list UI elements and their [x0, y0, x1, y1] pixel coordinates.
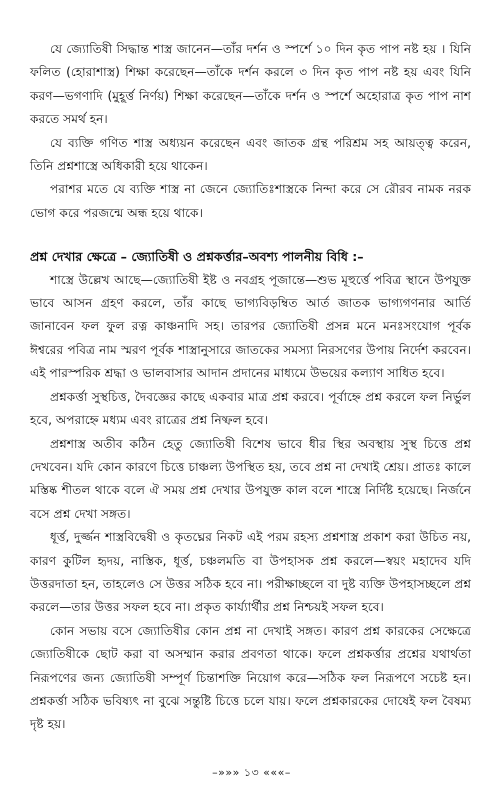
- paragraph-parashar: পরাশর মতে যে ব্যক্তি শাস্ত্র না জেনে জ্যোতিঃশাস্ত্রকে নিন্দা করে সে রৌরব নামক নরক ভোগ করে পরজন্মে অন্ধ হয়ে থাকে।: [30, 182, 471, 220]
- paragraph-sabha: কোন সভায় বসে জ্যোতিষীর কোন প্রশ্ন না দেখাই সঙ্গত। কারণ প্রশ্ন কারকের সেক্ষেত্রে জ্যোতিষীকে ছোট করা বা অসম্মান করার প্রবণতা থাকে। ফলে প্রশ্নকর্ত্তার প্রশ্নের যথার্থতা নিরূপণের জন্য জ্যোতিষী সম্পূর্ণ চিন্তাশক্তি নিয়োগ করে—সঠিক ফল নিরূপণে সচেষ্ট হন। প্রশ্নকর্ত্তা সঠিক ভবিষ্যৎ না বুঝে সন্তুষ্টি চিত্তে চলে যায়। ফলে প্রশ্নকারকের দোষেই ফল বৈষম্য দৃষ্ট হয়।: [30, 623, 471, 732]
- paragraph-dhurta: ধূর্ত্ত, দুর্জ্জন শাস্ত্রবিদ্বেষী ও কৃতঘ্নের নিকট এই পরম রহস্য প্রশ্নশাস্ত্র প্রকাশ করা উচিত নয়, কারণ কুটিল হৃদয়, নাস্তিক, ধূর্ত্ত, চঞ্চলমতি বা উপহাসক প্রশ্ন করলে—স্বয়ং মহাদেব যদি উত্তরদাতা হন, তাহলেও সে উত্তর সঠিক হবে না। পরীক্ষাচ্ছলে বা দুষ্ট ব্যক্তি উপহাসচ্ছলে প্রশ্ন করলে—তার উত্তর সফল হবে না। প্রকৃত কার্য্যার্থীর প্রশ্ন নিশ্চয়ই সফল হবে।: [30, 530, 471, 615]
- paragraph-siddhanta: যে জ্যোতিষী সিদ্ধান্ত শাস্ত্র জানেন—তাঁর দর্শন ও স্পর্শে ১০ দিন কৃত পাপ নষ্ট হয় । যিনি ফলিত (হোরাশাস্ত্র) শিক্ষা করেছেন—তাঁকে দর্শন করলে ৩ দিন কৃত পাপ নষ্ট হয় এবং যিনি করণ—ভগণাদি (মুহূর্ত্ত নির্ণয়) শিক্ষা করেছেন—তাঁকে দর্শন ও স্পর্শে অহোরাত্র কৃত পাপ নাশ করতে সমর্থ হন।: [30, 42, 471, 127]
- paragraph-prashnashastra: প্রশ্নশাস্ত্র অতীব কঠিন হেতু জ্যোতিষী বিশেষ ভাবে ধীর স্থির অবস্থায় সুস্থ চিত্তে প্রশ্ন দেখবেন। যদি কোন কারণে চিত্তে চাঞ্চল্য উপস্থিত হয়, তবে প্রশ্ন না দেখাই শ্রেয়। প্রাতঃ কালে মস্তিষ্ক শীতল থাকে বলে ঐ সময় প্রশ্ন দেখার উপযুক্ত কাল বলে শাস্ত্রে নির্দিষ্ট হয়েছে। নির্জনে বসে প্রশ্ন দেখা সঙ্গত।: [30, 436, 471, 521]
- paragraph-ganit: যে ব্যক্তি গণিত শাস্ত্র অধ্যয়ন করেছেন এবং জাতক গ্রন্থ পরিশ্রম সহ আয়ত্ত্ব করেন, তিনি প্রশ্নশাস্ত্রে অধিকারী হয়ে থাকেন।: [30, 135, 471, 174]
- paragraph-prashnakarta: প্রশ্নকর্ত্তা সুস্থচিত্ত, দৈবজ্ঞের কাছে একবার মাত্র প্রশ্ন করবে। পূর্বাহ্নে প্রশ্ন করলে ফল নির্ভুল হবে, অপরাহ্নে মধ্যম এবং রাত্রের প্রশ্ন নিষ্ফল হবে।: [30, 389, 471, 428]
- section-heading: প্রশ্ন দেখার ক্ষেত্রে – জ্যোতিষী ও প্রশ্নকর্ত্তার–অবশ্য পালনীয় বিধি :–: [30, 249, 364, 265]
- paragraph-shastra: শাস্ত্রে উল্লেখ আছে—জ্যোতিষী ইষ্ট ও নবগ্রহ পূজান্তে—শুভ মূহুর্ত্তে পবিত্র স্থানে উপযুক্ত ভাবে আসন গ্রহণ করলে, তাঁর কাছে ভাগ্যবিড়ম্বিত আর্ত জাতক ভাগ্যগণনার আর্তি জানাবেন ফল ফুল রত্ন কাঞ্চনাদি সহ। তারপর জ্যোতিষী প্রসন্ন মনে মনঃসংযোগ পূর্বক ঈশ্বরের পবিত্র নাম স্মরণ পূর্বক শাস্ত্রানুসারে জাতকের সমস্যা নিরসণের উপায় নির্দেশ করবেন। এই পারস্পরিক শ্রদ্ধা ও ভালবাসার আদান প্রদানের মাধ্যমে উভয়ের কল্যাণ সাধিত হবে।: [30, 272, 471, 381]
- page-number: –»»» ১৩ «««–: [212, 766, 291, 779]
